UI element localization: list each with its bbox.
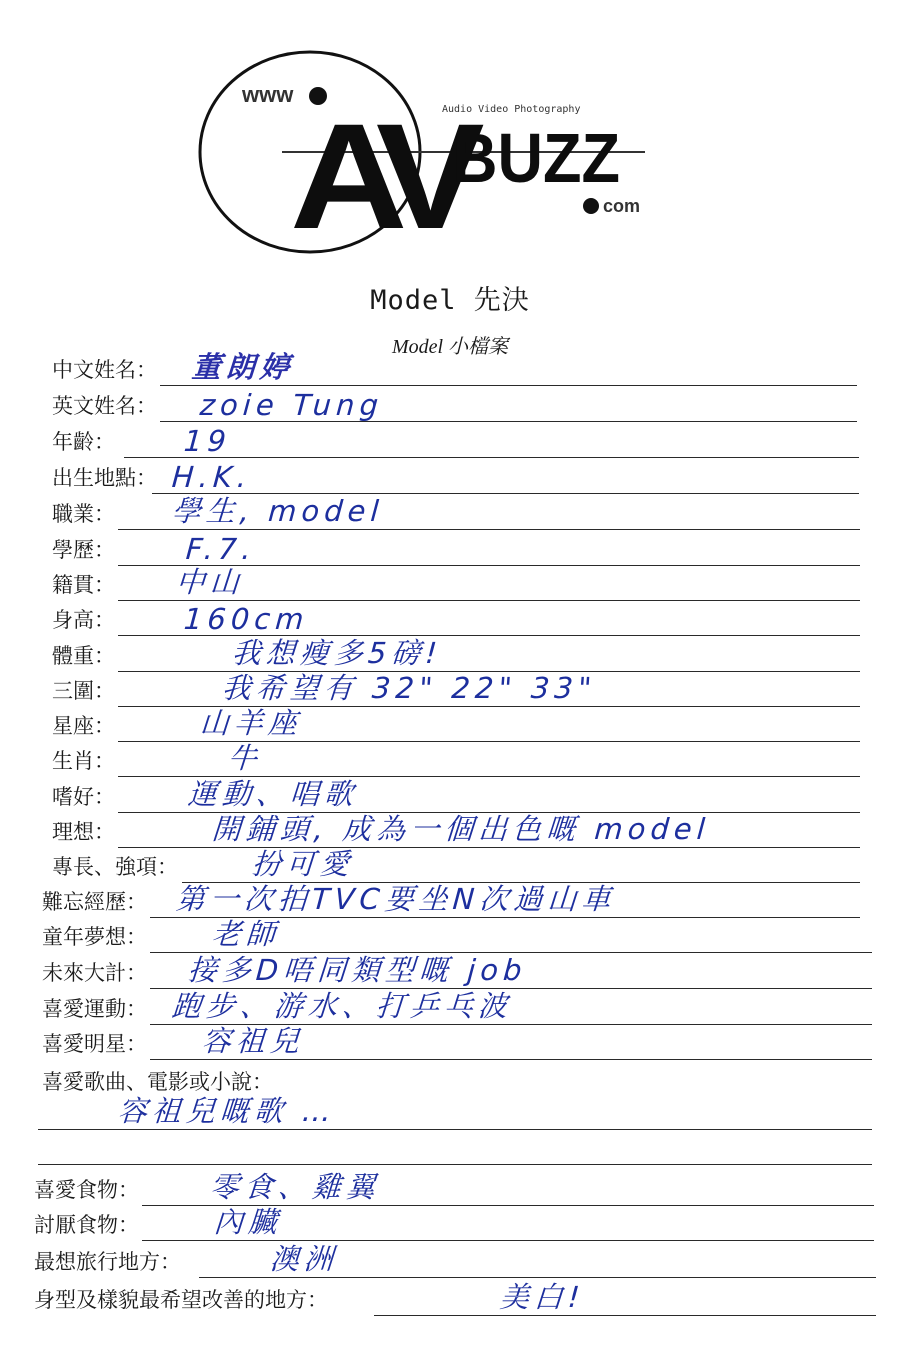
label-native-place: 籍貫：: [52, 573, 115, 597]
value-hobbies: 運動、唱歌: [186, 777, 360, 811]
value-weight: 我想瘦多5磅!: [230, 636, 444, 670]
value-chinese-name: 董朗婷: [190, 350, 296, 384]
label-measurements: 三圍：: [52, 679, 115, 703]
field-native-place: [52, 565, 860, 601]
label-fav-sports: 喜愛運動：: [42, 997, 147, 1021]
label-ideal: 理想：: [52, 820, 115, 844]
field-hated-food: [34, 1205, 874, 1241]
field-measurements: [52, 671, 860, 707]
value-height: 160cm: [182, 602, 310, 636]
label-childhood-dream: 童年夢想：: [42, 925, 147, 949]
logo-buzz: BUZZ: [452, 119, 620, 197]
form-subtitle: Model 小檔案: [391, 336, 509, 358]
field-star-sign: [52, 706, 860, 742]
label-fav-media: 喜愛歌曲、電影或小說：: [42, 1070, 273, 1094]
value-star-sign: 山羊座: [198, 706, 304, 740]
logo-dotcom-icon: [583, 198, 599, 214]
field-education: [52, 530, 860, 566]
logo-av: AV: [290, 92, 485, 255]
logo-tagline: Audio Video Photography: [442, 104, 581, 115]
value-english-name: zoie Tung: [198, 388, 385, 422]
value-birthplace: H.K.: [170, 460, 253, 494]
label-star-sign: 星座：: [52, 714, 115, 738]
value-future-plan: 接多D唔同類型嘅 job: [186, 953, 528, 987]
label-improve: 身型及樣貌最希望改善的地方：: [34, 1288, 328, 1312]
label-hated-food: 討厭食物：: [34, 1213, 139, 1237]
rule-improve: [374, 1315, 876, 1316]
logo-www: www: [242, 82, 294, 107]
value-specialty: 扮可愛: [250, 847, 356, 881]
value-ideal: 開鋪頭, 成為一個出色嘅 model: [210, 812, 712, 846]
label-fav-star: 喜愛明星：: [42, 1032, 147, 1056]
value-zodiac: 牛: [226, 741, 264, 775]
label-future-plan: 未來大計：: [42, 961, 147, 985]
value-childhood-dream: 老師: [210, 917, 282, 951]
value-native-place: 中山: [174, 565, 246, 599]
label-education: 學歷：: [52, 538, 115, 562]
field-fav-sports: [42, 989, 872, 1025]
value-fav-sports: 跑步、游水、打乒乓波: [170, 989, 514, 1023]
field-occupation: [52, 494, 860, 530]
form-title: Model 先決: [370, 285, 530, 316]
field-zodiac: [52, 741, 860, 777]
value-fav-food: 零食、雞翼: [208, 1170, 382, 1204]
value-fav-star: 容祖兒: [200, 1024, 306, 1058]
value-occupation: 學生, model: [170, 494, 385, 528]
field-fav-media: [38, 1094, 872, 1130]
value-improve: 美白!: [498, 1280, 586, 1314]
value-education: F.7.: [184, 532, 258, 566]
avbuzz-logo-graphic: [190, 40, 660, 255]
field-fav-star: [42, 1024, 872, 1060]
label-chinese-name: 中文姓名：: [52, 358, 157, 382]
field-memorable: [42, 882, 860, 918]
value-measurements: 我希望有 32" 22" 33": [220, 671, 598, 705]
label-memorable: 難忘經歷：: [42, 890, 147, 914]
avbuzz-logo: [190, 40, 660, 255]
rule-blank-line: [38, 1164, 872, 1165]
value-age: 19: [182, 424, 233, 458]
label-specialty: 專長、強項：: [52, 855, 178, 879]
field-travel: [34, 1242, 876, 1278]
label-hobbies: 嗜好：: [52, 785, 115, 809]
field-english-name: [52, 386, 857, 422]
field-age: [52, 422, 859, 458]
label-english-name: 英文姓名：: [52, 394, 157, 418]
value-hated-food: 內臟: [212, 1205, 284, 1239]
label-age: 年齡：: [52, 430, 115, 454]
label-birthplace: 出生地點：: [52, 466, 157, 490]
label-fav-food: 喜愛食物：: [34, 1178, 139, 1202]
value-memorable: 第一次拍TVC要坐N次過山車: [174, 882, 617, 916]
label-weight: 體重：: [52, 644, 115, 668]
value-fav-media: 容祖兒嘅歌 …: [116, 1094, 338, 1128]
label-occupation: 職業：: [52, 502, 115, 526]
label-travel: 最想旅行地方：: [34, 1250, 181, 1274]
field-ideal: [52, 812, 860, 848]
label-zodiac: 生肖：: [52, 749, 115, 773]
field-height: [52, 600, 860, 636]
field-chinese-name: [52, 350, 857, 386]
label-height: 身高：: [52, 608, 115, 632]
field-improve: [34, 1280, 876, 1316]
value-travel: 澳洲: [268, 1242, 340, 1276]
field-fav-food: [34, 1170, 874, 1206]
logo-dotcom: com: [603, 196, 641, 216]
